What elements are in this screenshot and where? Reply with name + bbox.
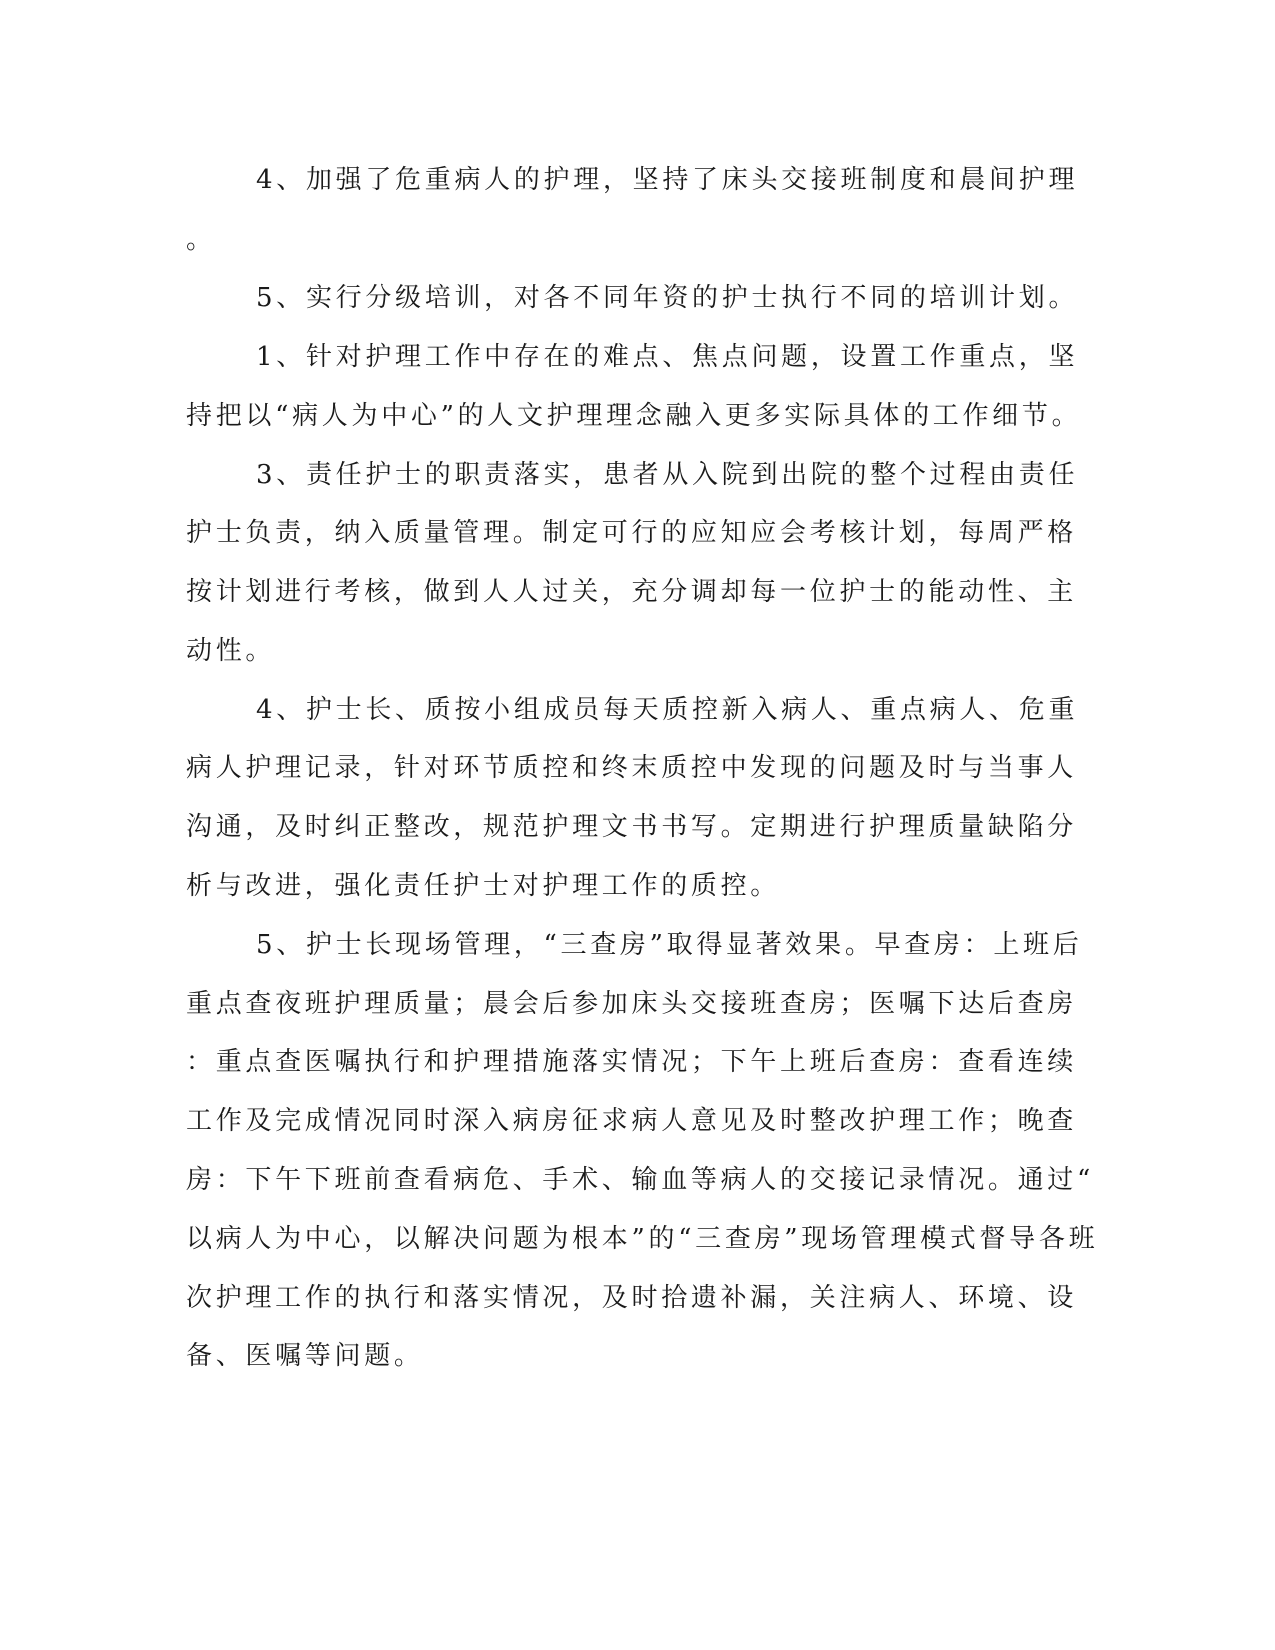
paragraph-1-key-problems-line-2: 持把以“病人为中心”的人文护理理念融入更多实际具体的工作细节。 [186, 401, 1082, 431]
paragraph-5-ward-rounds-line-2: 重点查夜班护理质量；晨会后参加床头交接班查房；医嘱下达后查房 [186, 989, 1078, 1019]
paragraph-5-ward-rounds-line-8: 备、医嘱等问题。 [186, 1341, 424, 1371]
paragraph-5-graded-training: 5、实行分级培训，对各不同年资的护士执行不同的培训计划。 [256, 283, 1079, 313]
paragraph-1-key-problems-line-1: 1、针对护理工作中存在的难点、焦点问题，设置工作重点，坚 [256, 342, 1079, 372]
paragraph-5-ward-rounds-line-4: 工作及完成情况同时深入病房征求病人意见及时整改护理工作；晚查 [186, 1106, 1078, 1136]
paragraph-4-strengthen-care-line-2: 。 [186, 225, 216, 255]
paragraph-5-ward-rounds-line-6: 以病人为中心，以解决问题为根本”的“三查房”现场管理模式督导各班 [186, 1224, 1099, 1254]
paragraph-5-ward-rounds-line-3: ：重点查医嘱执行和护理措施落实情况；下午上班后查房：查看连续 [186, 1047, 1078, 1077]
paragraph-3-nurse-duties-line-3: 按计划进行考核，做到人人过关，充分调却每一位护士的能动性、主 [186, 577, 1078, 607]
paragraph-4-strengthen-care-line-1: 4、加强了危重病人的护理，坚持了床头交接班制度和晨间护理 [256, 165, 1079, 195]
paragraph-3-nurse-duties-line-4: 动性。 [186, 636, 276, 666]
paragraph-3-nurse-duties-line-2: 护士负责，纳入质量管理。制定可行的应知应会考核计划，每周严格 [186, 518, 1078, 548]
paragraph-5-ward-rounds-line-1: 5、护士长现场管理，“三查房”取得显著效果。早查房：上班后 [256, 930, 1083, 960]
paragraph-4-quality-control-line-2: 病人护理记录，针对环节质控和终末质控中发现的问题及时与当事人 [186, 753, 1078, 783]
paragraph-5-ward-rounds-line-7: 次护理工作的执行和落实情况，及时拾遗补漏，关注病人、环境、设 [186, 1283, 1078, 1313]
paragraph-4-quality-control-line-3: 沟通，及时纠正整改，规范护理文书书写。定期进行护理质量缺陷分 [186, 812, 1078, 842]
paragraph-4-quality-control-line-4: 析与改进，强化责任护士对护理工作的质控。 [186, 871, 781, 901]
paragraph-5-ward-rounds-line-5: 房：下午下班前查看病危、手术、输血等病人的交接记录情况。通过“ [186, 1165, 1094, 1195]
paragraph-3-nurse-duties-line-1: 3、责任护士的职责落实，患者从入院到出院的整个过程由责任 [256, 460, 1079, 490]
paragraph-4-quality-control-line-1: 4、护士长、质按小组成员每天质控新入病人、重点病人、危重 [256, 695, 1079, 725]
